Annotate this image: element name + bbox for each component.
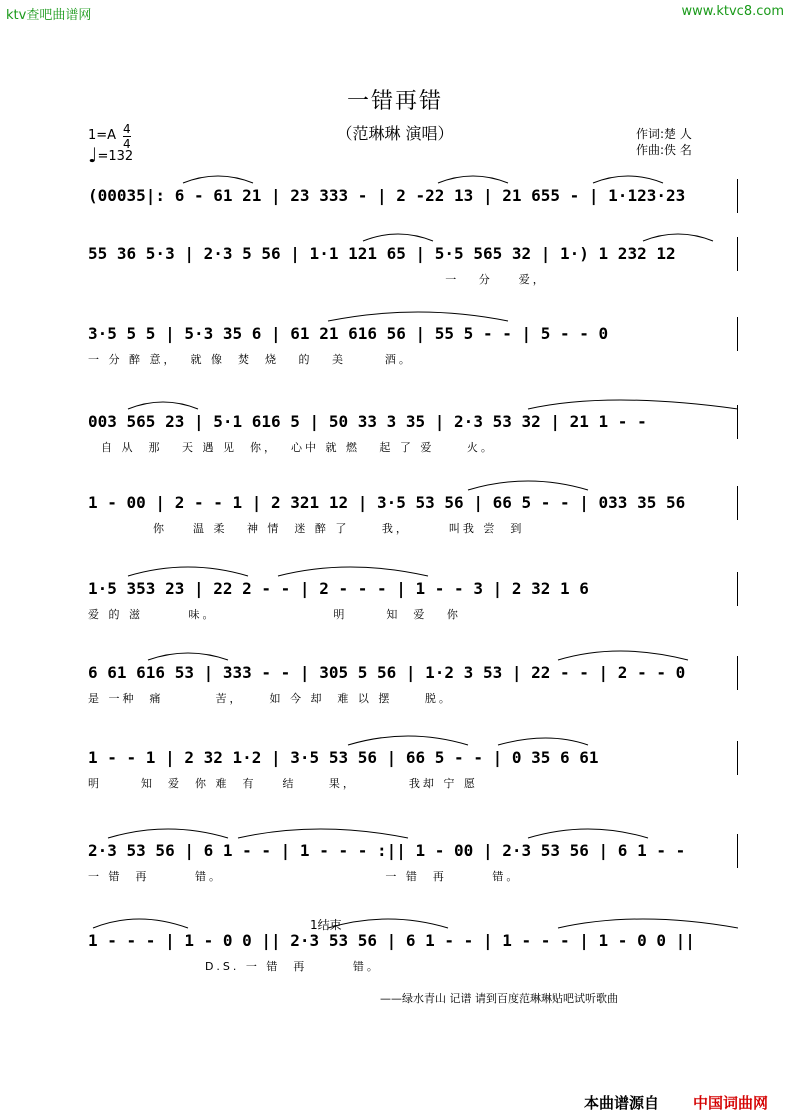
watermark-left: ktv查吧曲谱网 — [6, 8, 92, 23]
barline — [737, 834, 738, 868]
lyrics: 自 从 那 天 遇 见 你， 心中 就 燃 起 了 爱 火。 — [88, 441, 495, 454]
lyrics: 一 分 醉 意， 就 像 焚 烧 的 美 酒。 — [88, 353, 413, 366]
composer: 作曲:佚 名 — [636, 143, 692, 157]
notes: 55 36 5·3 | 2·3 5 56 | 1·1 121 65 | 5·5 565 32 | 1·) 1 232 12 — [88, 244, 676, 263]
barline — [737, 405, 738, 439]
notes: 003 565 23 | 5·1 616 5 | 50 33 3 35 | 2·3 53 32 | 21 1 - - — [88, 412, 647, 431]
tempo-mark — [88, 143, 134, 167]
song-title: 一错再错 — [346, 89, 443, 114]
barline — [737, 656, 738, 690]
source-label: 本曲谱源自 — [584, 1094, 660, 1112]
lyrics: 是 一种 痛 苦， 如 今 却 难 以 摆 脱。 — [88, 692, 453, 705]
barline — [737, 486, 738, 520]
lyrics: 你 温 柔 神 情 迷 醉 了 我， 叫我 尝 到 — [88, 522, 525, 535]
key-signature: 1=A — [88, 128, 117, 143]
quarter-note-icon: ♩ — [88, 143, 98, 167]
notes: 6 61 616 53 | 333 - - | 305 5 56 | 1·2 3 53 | 22 - - | 2 - - 0 — [88, 663, 686, 682]
lyricist: 作词:楚 人 — [636, 127, 692, 141]
time-signature — [123, 122, 131, 151]
notes: 2·3 53 56 | 6 1 - - | 1 - - - :|| 1 - 00 | 2·3 53 56 | 6 1 - - — [88, 841, 686, 860]
barline — [737, 317, 738, 351]
source-site: 中国词曲网 — [693, 1094, 769, 1112]
notes: 1 - - - | 1 - 0 0 || 2·3 53 56 | 6 1 - - | 1 - - - | 1 - 0 0 || — [88, 931, 695, 950]
notes: 3·5 5 5 | 5·3 35 6 | 61 21 616 56 | 55 5 - - | 5 - - 0 — [88, 324, 609, 343]
tempo-value: =132 — [97, 149, 134, 164]
notes: 1 - - 1 | 2 32 1·2 | 3·5 53 56 | 66 5 - - | 0 35 6 61 — [88, 748, 599, 767]
ending-label: 1结束 — [310, 918, 342, 932]
notes: 1 - 00 | 2 - - 1 | 2 321 12 | 3·5 53 56 | 66 5 - - | 033 35 56 — [88, 493, 686, 512]
time-signature-bottom: 4 — [123, 137, 131, 151]
credits — [636, 126, 692, 158]
song-subtitle: （范琳琳 演唱） — [336, 124, 454, 143]
notes: 1·5 353 23 | 22 2 - - | 2 - - - | 1 - - 3 | 2 32 1 6 — [88, 579, 589, 598]
lyrics: D.S. 一 错 再 错。 — [88, 960, 381, 973]
barline — [737, 741, 738, 775]
lyrics: 爱 的 滋 味。 明 知 爱 你 — [88, 608, 461, 621]
transcriber-note: ——绿水青山 记谱 请到百度范琳琳贴吧试听歌曲 — [380, 992, 618, 1005]
lyrics: 一 分 爱， — [88, 273, 547, 286]
barline — [737, 179, 738, 213]
watermark-right: www.ktvc8.com — [681, 4, 784, 19]
barline — [737, 572, 738, 606]
lyrics: 一 错 再 错。 一 错 再 错。 — [88, 870, 521, 883]
barline — [737, 237, 738, 271]
time-signature-top: 4 — [123, 122, 131, 136]
lyrics: 明 知 爱 你 难 有 结 果， 我却 宁 愿 — [88, 777, 478, 790]
notes: (00035|: 6 - 61 21 | 23 333 - | 2 -22 13 | 21 655 - | 1·123·23 — [88, 186, 686, 205]
